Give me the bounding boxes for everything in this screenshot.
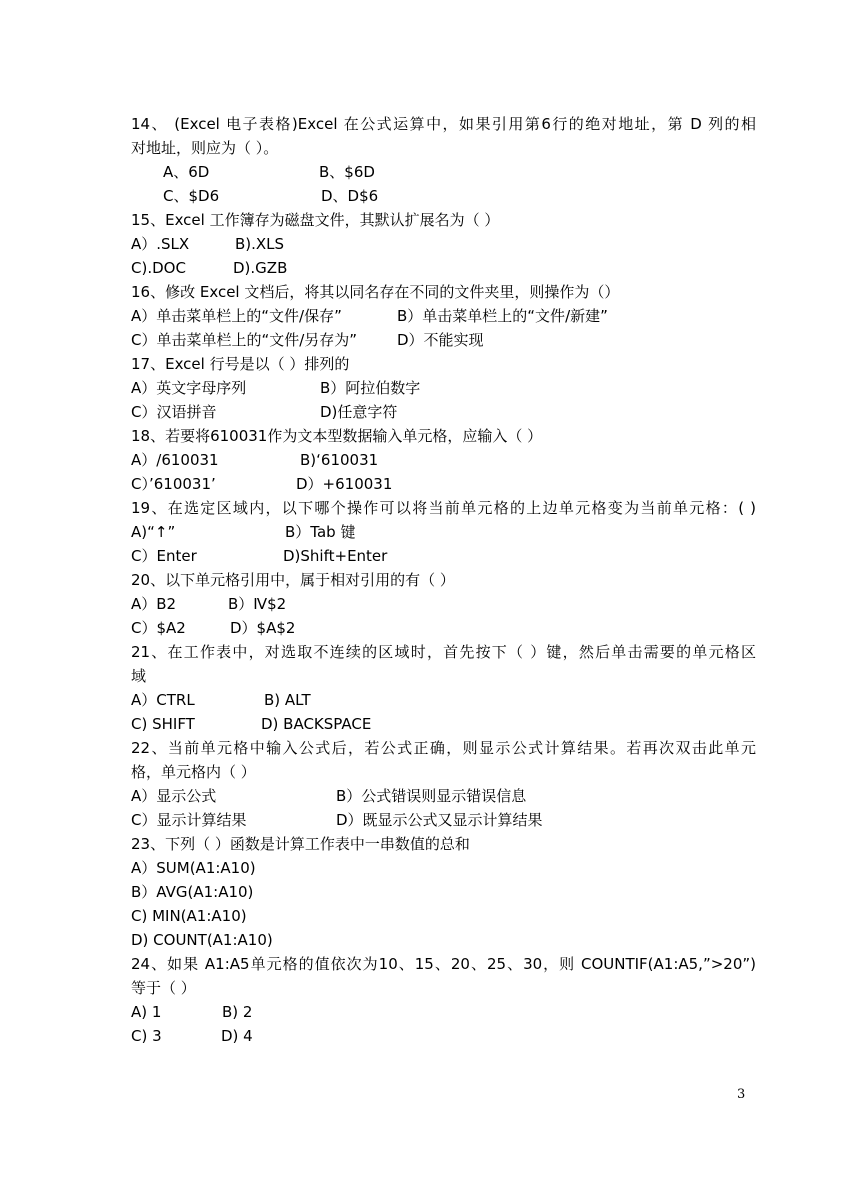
option-d: D) 4 bbox=[221, 1027, 253, 1045]
question-17-stem: 17、Excel 行号是以（ ）排列的 bbox=[131, 355, 350, 373]
option-b: B、$6D bbox=[319, 163, 375, 181]
option-c: C) 3 bbox=[131, 1027, 162, 1045]
option-b: B).XLS bbox=[235, 235, 285, 253]
question-21-options-row2 bbox=[131, 712, 756, 736]
option-c: C）$A2 bbox=[131, 619, 186, 637]
question-15-options-row1 bbox=[131, 232, 756, 256]
option-a: A）显示公式 bbox=[131, 787, 217, 805]
option-b: B）Tab 键 bbox=[285, 523, 356, 541]
question-19-options-row1 bbox=[131, 520, 756, 544]
option-c: C).DOC bbox=[131, 259, 186, 277]
question-21-options-row1 bbox=[131, 688, 756, 712]
option-a: A）英文字母序列 bbox=[131, 379, 247, 397]
question-18-stem: 18、若要将610031作为文本型数据输入单元格，应输入（ ） bbox=[131, 427, 543, 445]
question-16-options-row2 bbox=[131, 328, 756, 352]
option-d: D)Shift+Enter bbox=[283, 547, 388, 565]
option-b: B) ALT bbox=[264, 691, 311, 709]
option-a: A) 1 bbox=[131, 1003, 162, 1021]
option-c: C）汉语拼音 bbox=[131, 403, 217, 421]
option-a: A）.SLX bbox=[131, 235, 190, 253]
question-20-options-row1 bbox=[131, 592, 756, 616]
question-21-stem-cont: 域 bbox=[131, 667, 147, 685]
question-24-options-row2 bbox=[131, 1024, 756, 1048]
question-20-stem: 20、以下单元格引用中，属于相对引用的有（ ） bbox=[131, 571, 455, 589]
question-19-stem: 19、在选定区域内，以下哪个操作可以将当前单元格的上边单元格变为当前单元格：( ) bbox=[131, 499, 756, 517]
option-b: B）单击菜单栏上的“文件/新建” bbox=[397, 307, 608, 325]
question-24-stem: 24、如果 A1:A5单元格的值依次为10、15、20、25、30，则 COUNTIF(A1:A5,”>20”) bbox=[131, 955, 756, 973]
option-c: C）’610031’ bbox=[131, 475, 216, 493]
question-24-options-row1 bbox=[131, 1000, 756, 1024]
option-a: A）/610031 bbox=[131, 451, 219, 469]
option-d: D).GZB bbox=[233, 259, 288, 277]
option-b: B) 2 bbox=[222, 1003, 253, 1021]
question-24-stem-cont: 等于（ ） bbox=[131, 979, 196, 997]
question-14-options-row1 bbox=[131, 160, 756, 184]
question-18-options-row2 bbox=[131, 472, 756, 496]
question-23-option-a: A）SUM(A1:A10) bbox=[131, 859, 256, 877]
option-c: C) SHIFT bbox=[131, 715, 195, 733]
option-d: D）既显示公式又显示计算结果 bbox=[336, 811, 543, 829]
option-a: A）CTRL bbox=[131, 691, 195, 709]
option-c: C）Enter bbox=[131, 547, 197, 565]
option-a: A)“↑” bbox=[131, 523, 176, 541]
option-b: B)‘610031 bbox=[300, 451, 379, 469]
question-14-options-row2 bbox=[131, 184, 756, 208]
question-14-stem-cont: 对地址，则应为（ ）。 bbox=[131, 139, 279, 157]
question-21-stem: 21、在工作表中，对选取不连续的区域时，首先按下（ ）键，然后单击需要的单元格区 bbox=[131, 643, 756, 661]
question-22-stem: 22、当前单元格中输入公式后，若公式正确，则显示公式计算结果。若再次双击此单元 bbox=[131, 739, 756, 757]
option-d: D）+610031 bbox=[296, 475, 393, 493]
question-17-options-row2 bbox=[131, 400, 756, 424]
question-16-options-row1 bbox=[131, 304, 756, 328]
option-a: A）B2 bbox=[131, 595, 177, 613]
question-20-options-row2 bbox=[131, 616, 756, 640]
question-23-option-b: B）AVG(A1:A10) bbox=[131, 883, 254, 901]
option-c: C）单击菜单栏上的“文件/另存为” bbox=[131, 331, 358, 349]
option-d: D) BACKSPACE bbox=[261, 715, 372, 733]
question-19-options-row2 bbox=[131, 544, 756, 568]
question-22-stem-cont: 格，单元格内（ ） bbox=[131, 763, 256, 781]
question-22-options-row1 bbox=[131, 784, 756, 808]
option-a: A）单击菜单栏上的“文件/保存” bbox=[131, 307, 342, 325]
question-14-stem: 14、 (Excel 电子表格)Excel 在公式运算中，如果引用第6行的绝对地址，第 D 列的相 bbox=[131, 115, 756, 133]
option-c: C、$D6 bbox=[163, 187, 220, 205]
option-a: A、6D bbox=[163, 163, 210, 181]
question-23-option-c: C) MIN(A1:A10) bbox=[131, 907, 247, 925]
question-22-options-row2 bbox=[131, 808, 756, 832]
option-b: B）Ⅳ$2 bbox=[228, 595, 287, 613]
option-d: D）不能实现 bbox=[397, 331, 484, 349]
option-d: D）$A$2 bbox=[230, 619, 296, 637]
option-d: D)任意字符 bbox=[320, 403, 398, 421]
question-18-options-row1 bbox=[131, 448, 756, 472]
question-15-stem: 15、Excel 工作簿存为磁盘文件，其默认扩展名为（ ） bbox=[131, 211, 500, 229]
question-23-option-d: D) COUNT(A1:A10) bbox=[131, 931, 273, 949]
option-d: D、D$6 bbox=[321, 187, 379, 205]
page-number: 3 bbox=[737, 1087, 746, 1102]
option-b: B）公式错误则显示错误信息 bbox=[336, 787, 527, 805]
question-16-stem: 16、修改 Excel 文档后，将其以同名存在不同的文件夹里，则操作为（） bbox=[131, 283, 620, 301]
question-15-options-row2 bbox=[131, 256, 756, 280]
option-c: C）显示计算结果 bbox=[131, 811, 247, 829]
option-b: B）阿拉伯数字 bbox=[320, 379, 421, 397]
question-list bbox=[131, 112, 756, 1048]
question-17-options-row1 bbox=[131, 376, 756, 400]
question-23-stem: 23、下列（ ）函数是计算工作表中一串数值的总和 bbox=[131, 835, 470, 853]
